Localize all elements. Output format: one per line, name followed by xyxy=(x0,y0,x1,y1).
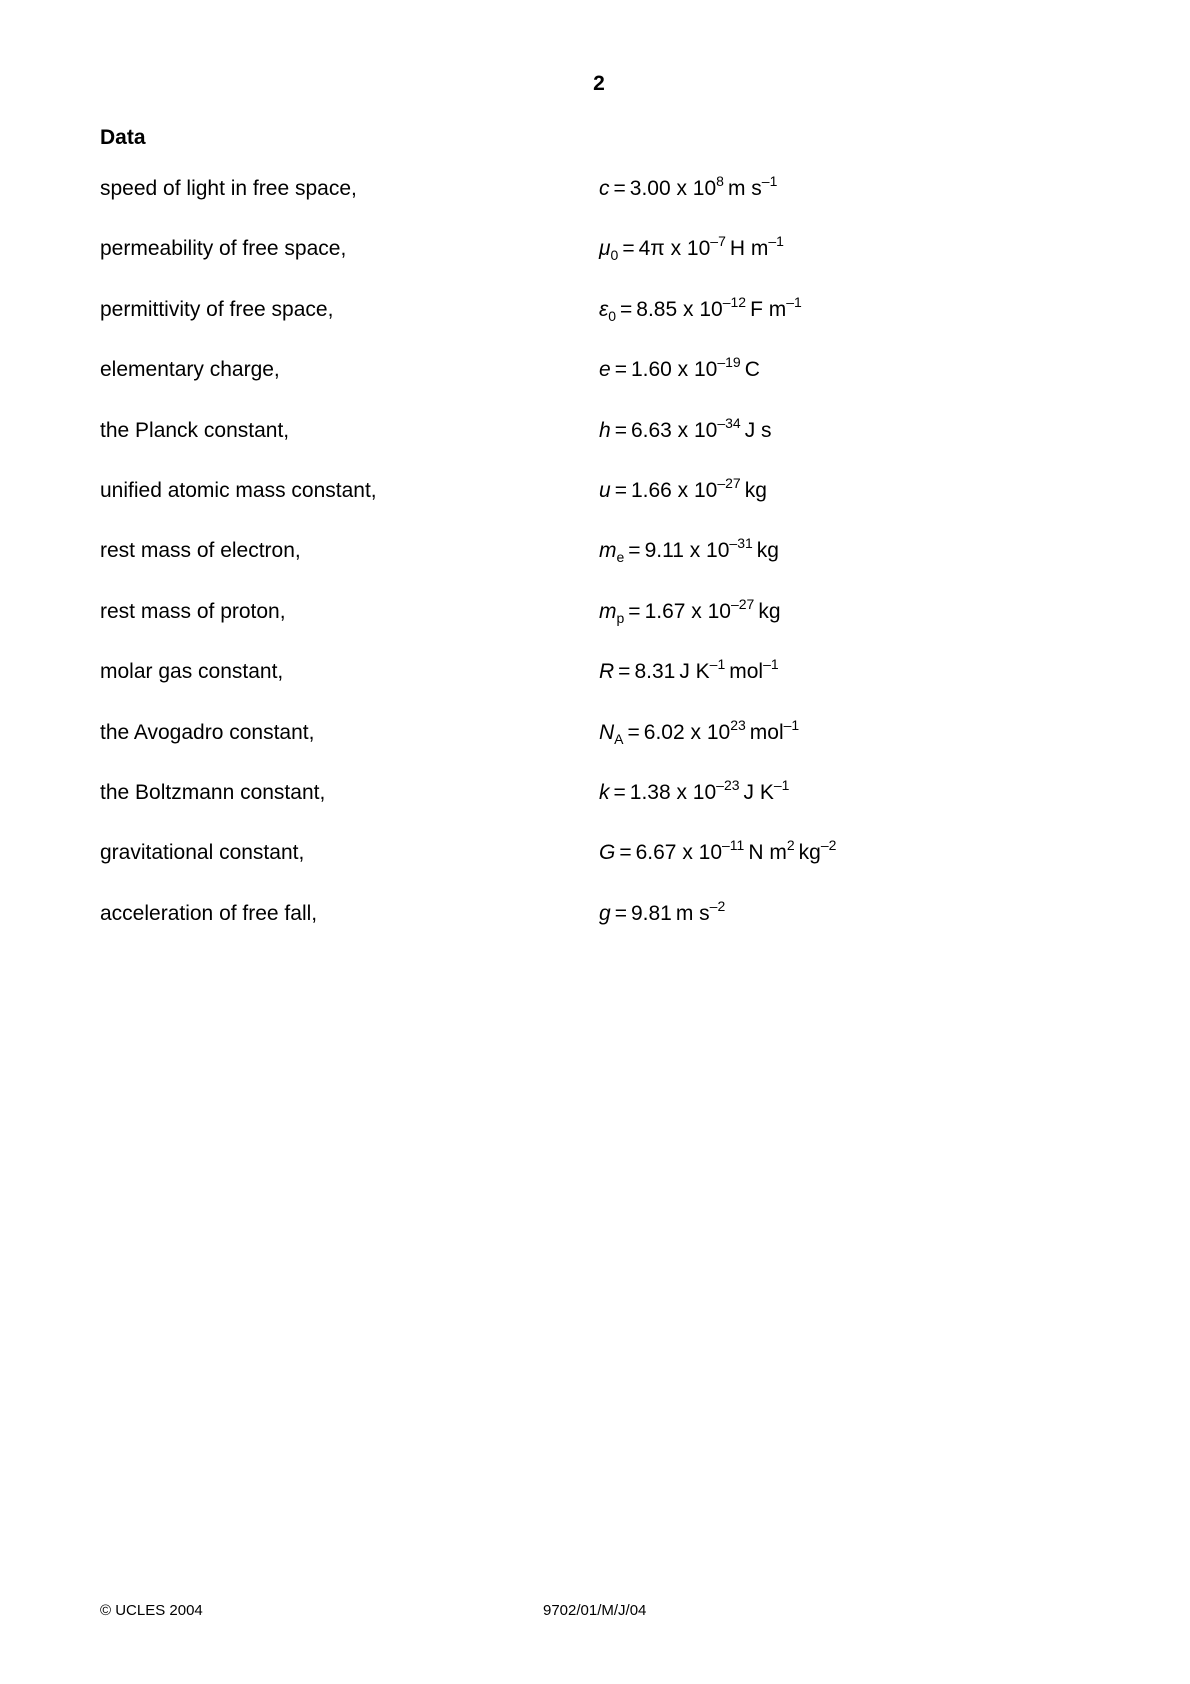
constant-symbol: g xyxy=(599,901,611,925)
unit-exponent: –1 xyxy=(768,233,784,250)
symbol-subscript: 0 xyxy=(610,247,619,264)
unit-text: m s xyxy=(675,901,710,925)
constant-row xyxy=(100,716,1000,780)
constant-unit xyxy=(741,358,760,381)
constant-exponent: –12 xyxy=(722,293,747,310)
symbol-subscript: p xyxy=(616,609,625,626)
constant-mantissa: 3.00 x 10 xyxy=(629,177,717,200)
unit-exponent: –2 xyxy=(820,837,837,854)
unit-exponent: –1 xyxy=(783,716,800,733)
constant-unit xyxy=(740,776,790,804)
constant-exponent: –31 xyxy=(729,535,753,552)
constant-row xyxy=(100,173,1000,236)
constant-row xyxy=(100,897,1000,961)
constant-row xyxy=(100,474,1000,538)
constant-exponent: 8 xyxy=(716,173,724,189)
data-heading: Data xyxy=(100,126,146,149)
constant-row xyxy=(100,595,1000,659)
constant-value xyxy=(599,776,790,806)
constant-row xyxy=(100,656,1000,719)
constant-symbol: N xyxy=(599,720,615,744)
unit-exponent: –1 xyxy=(773,776,790,793)
equals-sign: = xyxy=(614,901,627,925)
unit-text: J K xyxy=(743,780,774,804)
constant-unit xyxy=(726,233,784,261)
symbol-subscript: A xyxy=(614,730,624,747)
unit-text: kg xyxy=(744,478,767,502)
symbol-subscript: 0 xyxy=(608,307,617,324)
unit-text: kg xyxy=(758,599,781,623)
unit-text: J K xyxy=(679,660,710,684)
constant-label: elementary charge, xyxy=(100,358,280,382)
equals-sign: = xyxy=(620,297,633,321)
constant-label: unified atomic mass constant, xyxy=(100,478,377,502)
unit-exponent: –1 xyxy=(709,656,726,673)
constant-unit xyxy=(753,539,779,562)
constant-symbol: μ xyxy=(599,237,611,261)
equals-sign: = xyxy=(614,358,627,382)
constant-value xyxy=(599,656,779,685)
unit-text: mol xyxy=(729,660,764,684)
equals-sign: = xyxy=(622,237,635,261)
constant-exponent: –34 xyxy=(717,414,741,431)
constant-label: molar gas constant, xyxy=(100,660,284,684)
equals-sign: = xyxy=(628,539,641,563)
constant-exponent: –7 xyxy=(710,233,726,250)
page-number: 2 xyxy=(593,72,605,95)
constant-unit xyxy=(746,293,802,321)
constant-label: permittivity of free space, xyxy=(100,297,334,321)
constant-value xyxy=(599,837,837,866)
unit-text: m s xyxy=(727,177,762,200)
constant-mantissa: 9.11 x 10 xyxy=(644,539,730,563)
constant-unit xyxy=(741,479,767,502)
unit-exponent: –1 xyxy=(763,656,779,673)
constant-symbol: m xyxy=(599,539,617,563)
constant-symbol: R xyxy=(599,660,615,684)
constant-row xyxy=(100,233,1000,296)
constant-mantissa: 6.67 x 10 xyxy=(635,841,723,865)
constant-unit xyxy=(741,419,772,442)
constant-row xyxy=(100,414,1000,478)
constant-value xyxy=(599,474,767,504)
unit-text: kg xyxy=(756,539,779,563)
constant-mantissa: 8.85 x 10 xyxy=(636,297,723,321)
constant-exponent: –11 xyxy=(722,837,745,854)
unit-exponent: –1 xyxy=(761,173,778,189)
constant-exponent: –27 xyxy=(717,474,741,491)
constant-mantissa: 1.60 x 10 xyxy=(630,358,718,382)
constant-label: permeability of free space, xyxy=(100,237,347,261)
constant-label: gravitational constant, xyxy=(100,841,305,865)
constant-row xyxy=(100,776,1000,840)
equals-sign: = xyxy=(627,720,640,744)
symbol-subscript: e xyxy=(616,549,625,566)
constant-value xyxy=(599,233,784,264)
constant-exponent: –23 xyxy=(716,776,740,793)
equals-sign: = xyxy=(613,780,626,804)
equals-sign: = xyxy=(614,478,627,502)
unit-text: J s xyxy=(744,418,772,442)
unit-text: N m xyxy=(748,841,787,865)
unit-exponent: –1 xyxy=(786,293,802,310)
constant-symbol: G xyxy=(599,841,616,865)
constant-mantissa: 6.02 x 10 xyxy=(643,720,731,744)
constant-mantissa: 1.38 x 10 xyxy=(629,780,717,804)
constant-mantissa: 4π x 10 xyxy=(638,237,711,261)
constant-label: rest mass of electron, xyxy=(100,539,301,563)
constant-symbol: u xyxy=(599,478,611,502)
constant-label: rest mass of proton, xyxy=(100,599,286,623)
constant-value xyxy=(599,716,800,747)
constant-value xyxy=(599,595,781,626)
constant-unit xyxy=(724,173,778,200)
unit-text: mol xyxy=(749,720,784,744)
equals-sign: = xyxy=(614,418,627,442)
constant-unit xyxy=(675,656,779,684)
constant-unit xyxy=(754,600,780,623)
constant-value xyxy=(599,293,802,324)
constant-exponent: –27 xyxy=(730,595,755,612)
footer-code: 9702/01/M/J/04 xyxy=(543,1602,647,1619)
unit-text: H m xyxy=(729,237,769,261)
constant-symbol: e xyxy=(599,358,611,382)
constant-symbol: c xyxy=(599,177,610,200)
constant-row xyxy=(100,535,1000,598)
constant-value xyxy=(599,535,779,566)
constant-label: speed of light in free space, xyxy=(100,177,357,200)
unit-text: F m xyxy=(750,297,787,321)
constant-symbol: k xyxy=(599,780,610,804)
constants-list xyxy=(100,173,1000,961)
equals-sign: = xyxy=(628,599,641,623)
unit-text: kg xyxy=(798,841,821,865)
constant-exponent: 23 xyxy=(730,716,746,733)
equals-sign: = xyxy=(613,177,626,200)
constant-symbol: m xyxy=(599,599,617,623)
constant-mantissa: 8.31 xyxy=(634,660,676,684)
constant-symbol: h xyxy=(599,418,611,442)
constant-value xyxy=(599,354,760,383)
constant-value xyxy=(599,173,778,202)
constant-symbol: ε xyxy=(599,297,609,321)
constant-row xyxy=(100,837,1000,900)
unit-exponent: 2 xyxy=(786,837,795,854)
equals-sign: = xyxy=(618,660,631,684)
constant-label: the Avogadro constant, xyxy=(100,720,315,744)
constant-label: the Planck constant, xyxy=(100,418,290,442)
constant-mantissa: 6.63 x 10 xyxy=(630,418,718,442)
constant-exponent: –19 xyxy=(717,354,741,371)
constant-unit xyxy=(744,837,837,865)
unit-text: C xyxy=(744,358,760,382)
constant-unit xyxy=(746,716,800,744)
constant-unit xyxy=(672,897,726,925)
footer-copyright: © UCLES 2004 xyxy=(100,1602,203,1619)
unit-exponent: –2 xyxy=(709,897,726,914)
constant-mantissa: 1.66 x 10 xyxy=(630,478,718,502)
constant-mantissa: 9.81 xyxy=(630,901,672,925)
constant-mantissa: 1.67 x 10 xyxy=(644,599,731,623)
equals-sign: = xyxy=(619,841,632,865)
constant-row xyxy=(100,354,1000,417)
constant-value xyxy=(599,897,726,927)
constant-value xyxy=(599,414,772,444)
constant-row xyxy=(100,293,1000,357)
constant-label: the Boltzmann constant, xyxy=(100,780,326,804)
constant-label: acceleration of free fall, xyxy=(100,901,318,925)
